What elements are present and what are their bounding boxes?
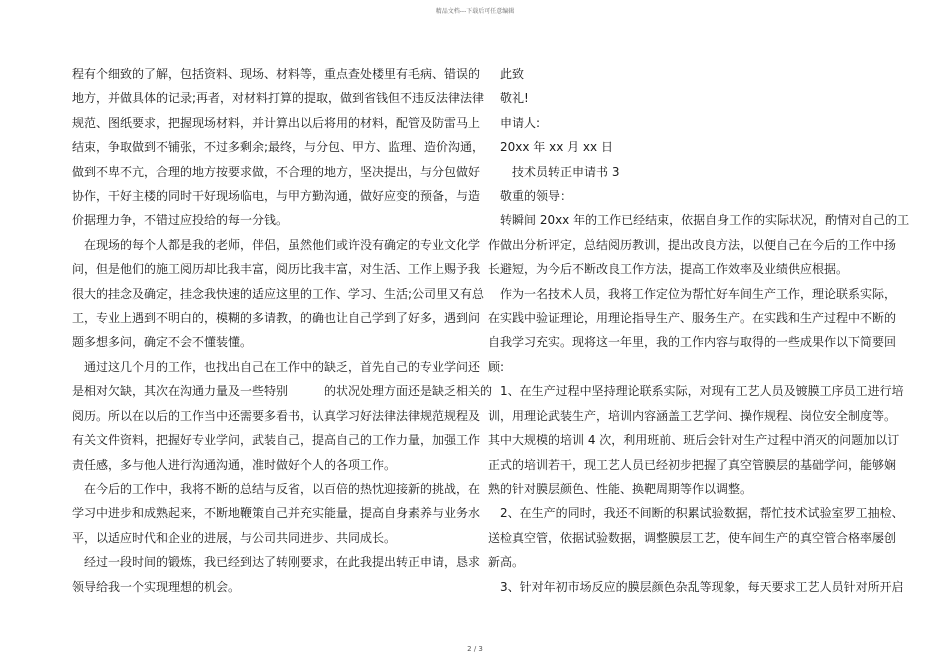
text-line: 有关文件资料，把握好专业学问，武装自己，提高自己的工作力量，加强工作	[72, 433, 481, 448]
text-line: 协作，干好主楼的同时干好现场临电，与甲方勤沟通，做好应变的预备，与造	[72, 189, 481, 204]
text-line: 自我学习充实。现将这一年里，我的工作内容与取得的一些成果作以下简要回	[488, 335, 897, 350]
text-line: 转瞬间 20xx 年的工作已经结束，依据自身工作的实际状况，酌情对自己的工	[488, 213, 910, 228]
text-line: 在今后的工作中，我将不断的总结与反省，以百倍的热忱迎接新的挑战，在	[72, 481, 481, 496]
text-line: 送检真空管，依据试验数据，调整膜层工艺，使车间生产的真空管合格率屡创	[488, 530, 897, 545]
text-line: 题多想多问，确定不会不懂装懂。	[72, 335, 253, 350]
text-line: 3、针对年初市场反应的膜层颜色杂乱等现象，每天要求工艺人员针对所开启	[488, 579, 904, 594]
text-line: 2、在生产的同时，我还不间断的积累试验数据，帮忙技术试验室罗工抽检、	[488, 506, 904, 521]
text-line: 阅历。所以在以后的工作当中还需要多看书，认真学习好法律法律规范规程及	[72, 408, 481, 423]
left-column	[72, 62, 493, 599]
text-line: 作做出分析评定，总结阅历教训，提出改良方法，以便自己在今后的工作中扬	[488, 237, 897, 252]
page-number: 2 / 3	[467, 645, 483, 653]
text-line: 在现场的每个人都是我的老师，伴侣，虽然他们或许没有确定的专业文化学	[72, 237, 481, 252]
text-line: 领导给我一个实现理想的机会。	[72, 579, 241, 594]
text-line: 通过这几个月的工作，也找出自己在工作中的缺乏，首先自己的专业学问还	[72, 359, 481, 374]
text-line: 技术员转正申请书 3	[488, 164, 620, 179]
text-line: 工，专业上遇到不明白的，模糊的多请教，的确也让自己学到了好多，遇到问	[72, 311, 481, 326]
text-line: 程有个细致的了解，包括资料、现场、材料等，重点查处楼里有毛病、错误的	[72, 67, 481, 81]
text-line: 是相对欠缺，其次在沟通力量及一些特别 的状况处理方面还是缺乏相关的	[72, 384, 493, 399]
text-line: 问，但是他们的施工阅历却比我丰富，阅历比我丰富，对生活、工作上赐予我	[72, 262, 481, 277]
text-line: 此致	[488, 67, 525, 81]
text-line: 地方，并做具体的记录;再者，对材料打算的提取，做到省钱但不违反法律法律	[72, 91, 485, 106]
text-line: 价据理力争，不错过应投给的每一分钱。	[72, 213, 289, 228]
text-line: 敬礼!	[488, 91, 529, 106]
text-line: 申请人:	[488, 115, 541, 130]
text-line: 顾:	[488, 359, 505, 374]
text-line: 熟的针对膜层颜色、性能、换靶周期等作以调整。	[488, 481, 753, 496]
text-line: 平，以适应时代和企业的进展，与公司共同进步、共同成长。	[72, 530, 397, 545]
text-line: 作为一名技术人员，我将工作定位为帮忙好车间生产工作，理论联系实际，	[488, 286, 897, 301]
page-header: 精品文档---下载后可任意编辑	[435, 8, 515, 15]
text-line: 新高。	[488, 555, 525, 570]
text-line: 经过一段时间的锻炼，我已经到达了转刚要求，在此我提出转正申请，恳求	[72, 555, 481, 570]
text-line: 做到不卑不亢，合理的地方按要求做，不合理的地方，坚决提出，与分包做好	[72, 164, 481, 179]
text-line: 学习中进步和成熟起来，不断地鞭策自己并充实能量，提高自身素养与业务水	[72, 506, 481, 521]
text-line: 敬重的领导：	[488, 189, 573, 204]
text-line: 结束，争取做到不铺张，不过多剩余;最终，与分包、甲方、监理、造价沟通，	[72, 140, 485, 155]
right-column	[488, 62, 910, 599]
text-line: 长避短，为今后不断改良工作方法，提高工作效率及业绩供应根据。	[488, 262, 849, 277]
text-line: 正式的培训若干，现工艺人员已经初步把握了真空管膜层的基础学问，能够娴	[488, 457, 897, 472]
text-line: 规范、图纸要求，把握现场材料，并计算出以后将用的材料，配管及防雷马上	[72, 115, 481, 130]
text-line: 1、在生产过程中坚持理论联系实际，对现有工艺人员及镀膜工序员工进行培	[488, 384, 904, 399]
text-line: 20xx 年 xx 月 xx 日	[488, 140, 613, 155]
text-line: 责任感，多与他人进行沟通沟通，准时做好个人的各项工作。	[72, 457, 397, 472]
text-line: 很大的挂念及确定，挂念我快速的适应这里的工作、学习、生活;公司里又有总	[72, 286, 485, 301]
text-line: 在实践中验证理论，用理论指导生产、服务生产。在实践和生产过程中不断的	[488, 311, 897, 326]
text-line: 其中大规模的培训 4 次，利用班前、班后会针对生产过程中消灭的问题加以订	[488, 433, 900, 448]
text-line: 训，用理论武装生产，培训内容涵盖工艺学问、操作规程、岗位安全制度等。	[488, 408, 897, 423]
